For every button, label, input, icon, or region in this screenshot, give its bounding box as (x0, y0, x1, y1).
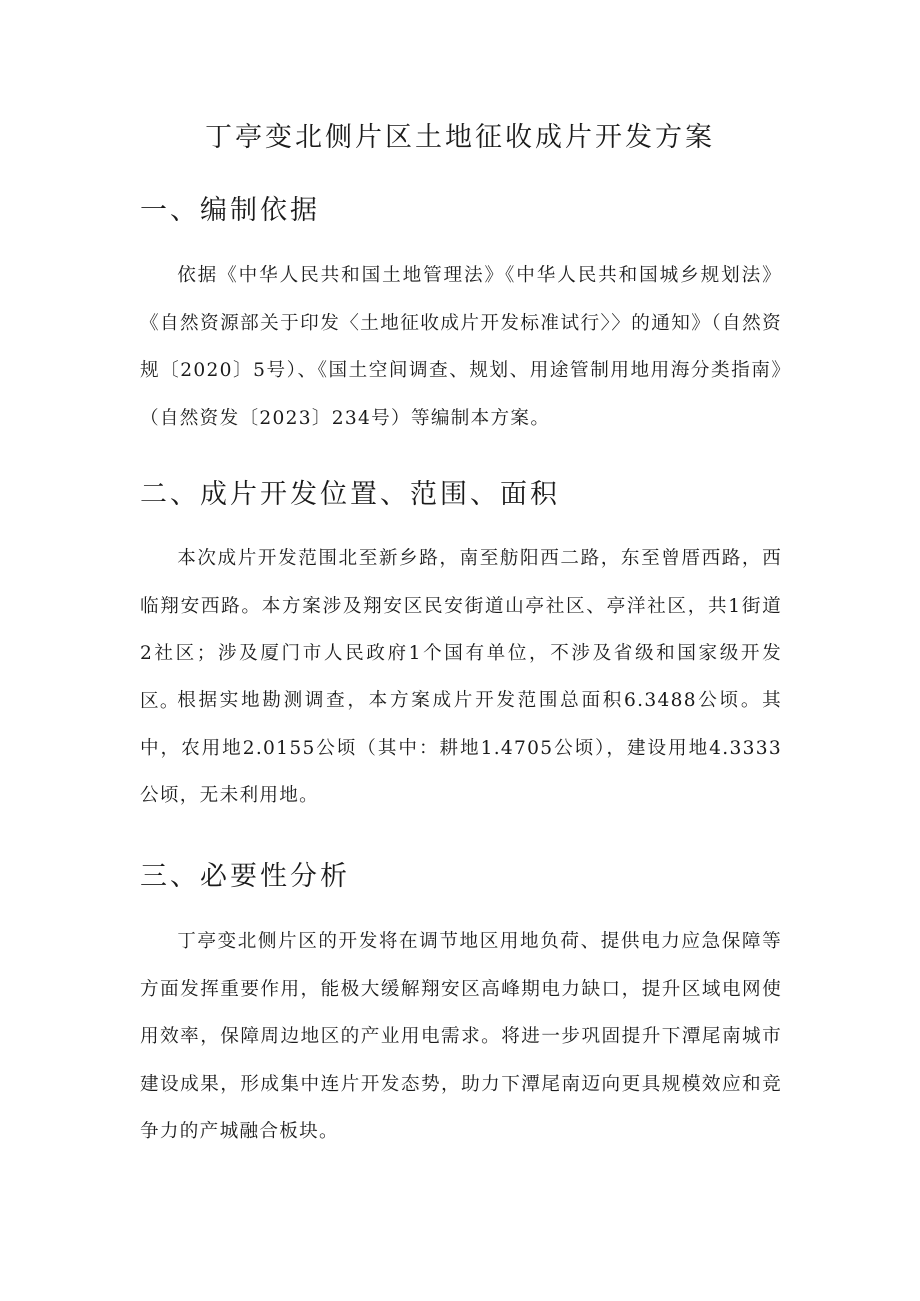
paragraph-necessity: 丁亭变北侧片区的开发将在调节地区用地负荷、提供电力应急保障等方面发挥重要作用，能极大缓解翔安区高峰期电力缺口，提升区域电网使用效率，保障周边地区的产业用电需求。将进一步巩固提升下潭尾南城市建设成果，形成集中连片开发态势，助力下潭尾南迈向更具规模效应和竞争力的产城融合板块。 (140, 931, 782, 1142)
paragraph-location-scope: 本次成片开发范围北至新乡路，南至舫阳西二路，东至曾厝西路，西临翔安西路。本方案涉及翔安区民安街道山亭社区、亭洋社区，共1街道2社区；涉及厦门市人民政府1个国有单位，不涉及省级和国家级开发区。 (140, 548, 782, 712)
document-title: 丁亭变北侧片区土地征收成片开发方案 (205, 122, 715, 153)
paragraph-location-area: 根据实地勘测调查，本方案成片开发范围总面积6.3488公顷。其中，农用地2.0155公顷（其中：耕地1.4705公顷），建设用地4.3333公顷，无未利用地。 (140, 690, 782, 806)
section-heading-necessity: 三、必要性分析 (140, 861, 350, 892)
paragraph-basis: 依据《中华人民共和国土地管理法》《中华人民共和国城乡规划法》《自然资源部关于印发〈土地征收成片开发标准试行〉〉的通知》（自然资规〔2020〕5号）、《国土空间调查、规划、用途管制用地用海分类指南》（自然资发〔2023〕234号）等编制本方案。 (140, 265, 782, 429)
section-heading-basis: 一、编制依据 (140, 195, 320, 226)
section-heading-location: 二、成片开发位置、范围、面积 (140, 479, 560, 510)
